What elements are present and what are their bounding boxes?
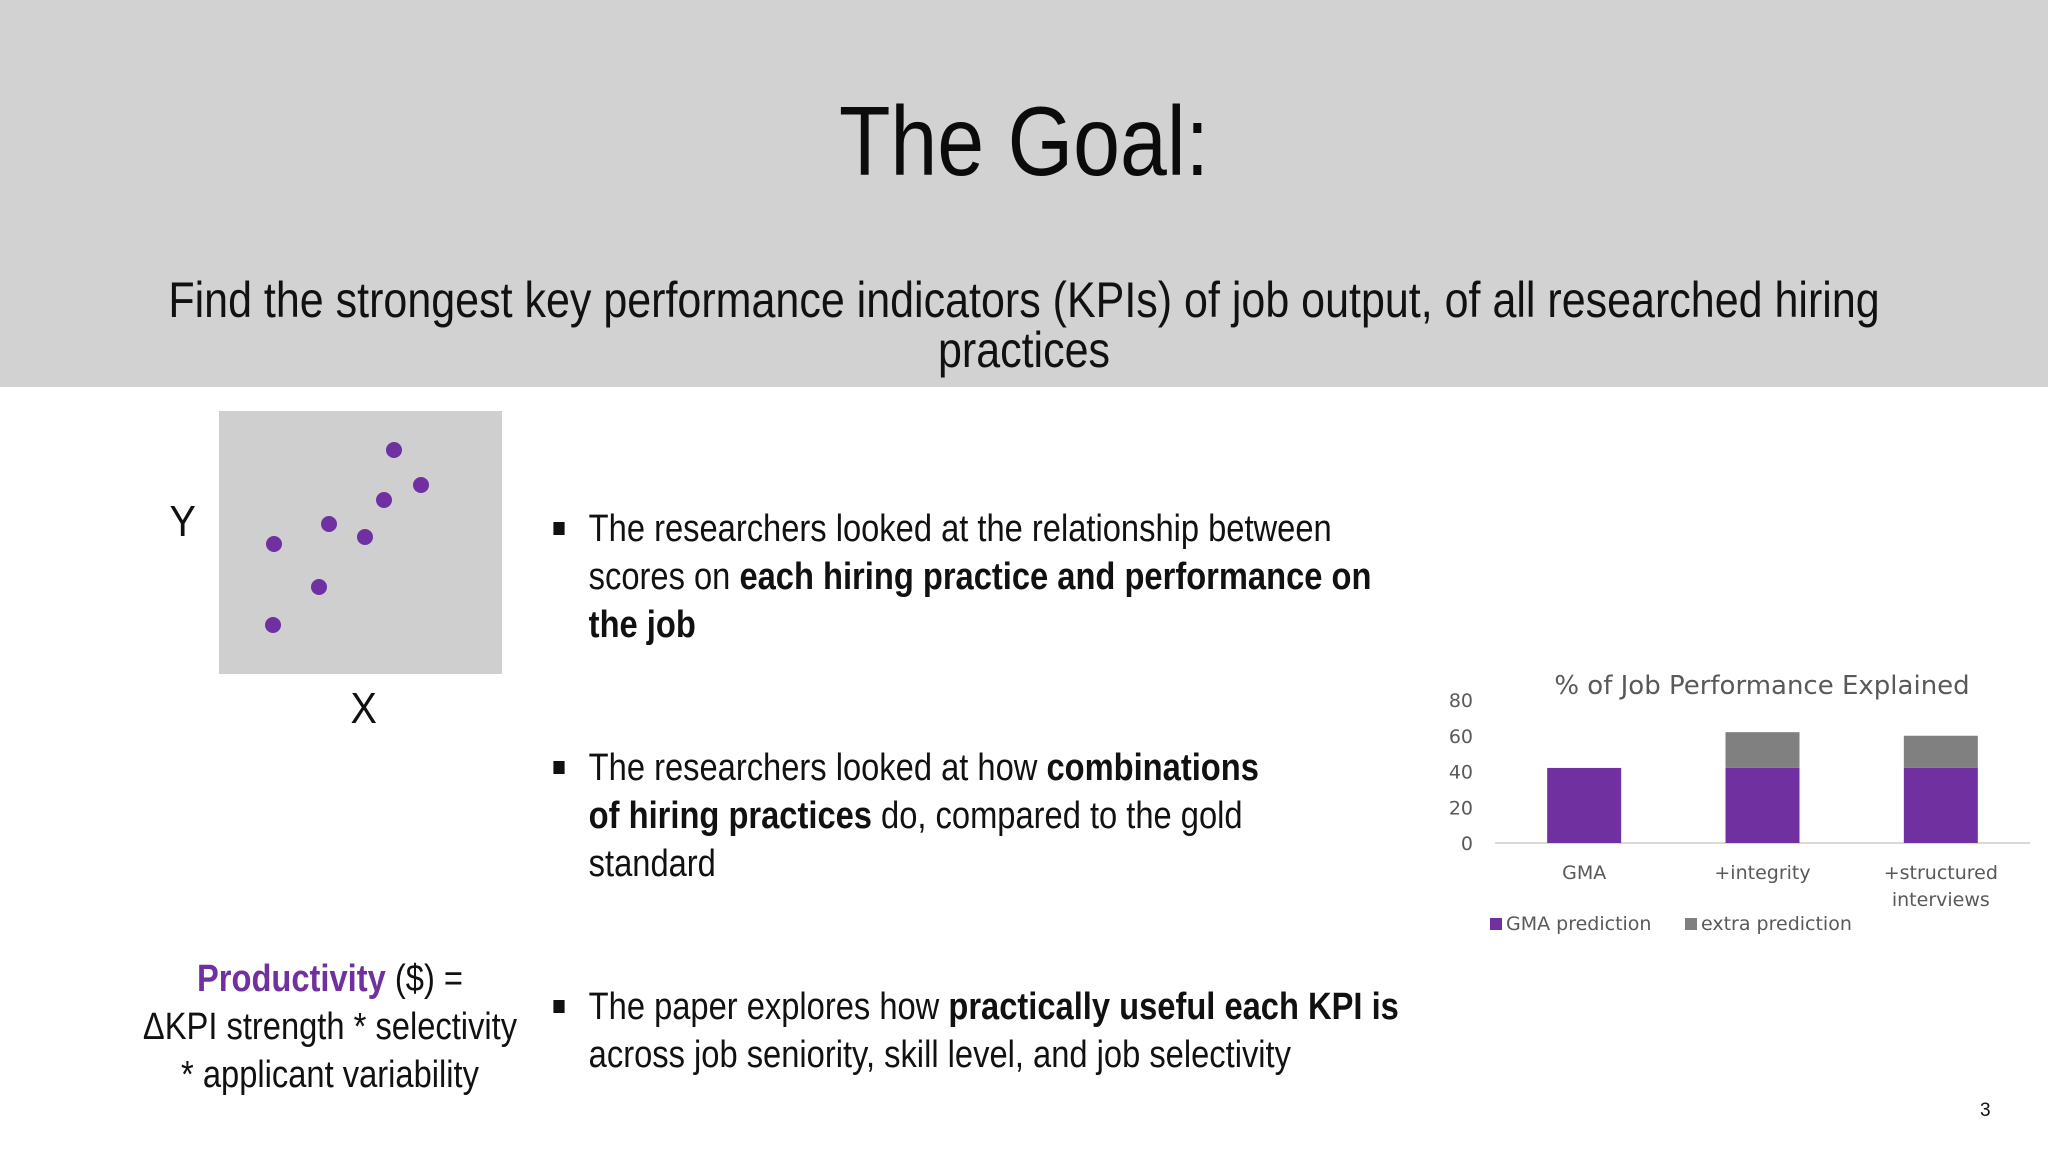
x-tick-label: +structured [1883, 862, 1998, 884]
legend-swatch [1490, 918, 1502, 930]
chart-title: % of Job Performance Explained [1554, 671, 1970, 701]
bullet-3 [556, 983, 1416, 1079]
y-tick-label: 20 [1448, 797, 1473, 820]
scatter-dot [311, 579, 327, 595]
y-tick-label: 0 [1460, 833, 1473, 855]
x-tick-label: +integrity [1714, 862, 1811, 884]
header-band [0, 0, 2048, 387]
slide-subtitle: Find the strongest key performance indicators (KPIs) of job output, of all researched hiring practices [168, 272, 1880, 378]
productivity-formula [141, 955, 519, 1099]
slide-title: The Goal: [838, 86, 1210, 196]
scatter-dot [376, 492, 392, 508]
scatter-dot [265, 617, 281, 633]
bullet-plain-text: The paper explores how [588, 986, 949, 1028]
bar-gma-prediction [1904, 768, 1978, 843]
bullet-plain-text: The researchers looked at how [588, 747, 1047, 789]
bar-extra-prediction [1904, 736, 1978, 768]
bullet-bold-text: practically useful each KPI is [948, 986, 1399, 1028]
job-performance-chart [1430, 668, 2030, 948]
bullet-plain-text: across job seniority, skill level, and job selectivity [588, 1034, 1291, 1076]
bullet-plain-text: do, compared to the gold standard [588, 795, 1243, 885]
legend-label: extra prediction [1701, 913, 1852, 935]
legend-label: GMA prediction [1506, 913, 1652, 935]
formula-line-3: * applicant variability [181, 1054, 479, 1096]
scatter-dot [266, 536, 282, 552]
page-number: 3 [1980, 1100, 1991, 1121]
scatter-y-label: Y [169, 497, 196, 546]
formula-line-1 [141, 955, 519, 1003]
bar-gma-prediction [1547, 768, 1621, 843]
formula-line-2: ΔKPI strength * selectivity [142, 1006, 518, 1048]
y-tick-label: 80 [1448, 690, 1473, 712]
formula-line-1-rest: ($) = [385, 958, 464, 1000]
y-tick-label: 60 [1448, 725, 1473, 748]
y-tick-label: 40 [1448, 761, 1473, 784]
formula-highlight: Productivity [196, 958, 386, 1000]
bullet-marker [553, 522, 564, 535]
bullet-2 [556, 744, 1296, 888]
bullet-bold-text: each hiring practice and performance on the job [588, 556, 1372, 646]
scatter-dot [357, 529, 373, 545]
bullet-1 [556, 505, 1416, 649]
bullet-text [589, 744, 1296, 888]
bullet-text [589, 983, 1416, 1079]
scatter-dot [413, 477, 429, 493]
scatter-illustration [219, 411, 502, 674]
bullet-text [589, 505, 1416, 649]
bullet-bold-text: combinations of hiring practices [588, 747, 1259, 837]
scatter-x-label: X [350, 684, 377, 733]
bar-gma-prediction [1726, 768, 1800, 843]
x-tick-label: GMA [1562, 862, 1607, 884]
scatter-dot [386, 442, 402, 458]
bar-extra-prediction [1726, 732, 1800, 768]
bullet-plain-text: The researchers looked at the relationship between scores on [588, 508, 1332, 598]
x-tick-label: interviews [1891, 889, 1990, 911]
bullet-marker [553, 761, 564, 774]
legend-swatch [1685, 918, 1697, 930]
scatter-dot [321, 516, 337, 532]
bullet-marker [553, 1000, 564, 1013]
